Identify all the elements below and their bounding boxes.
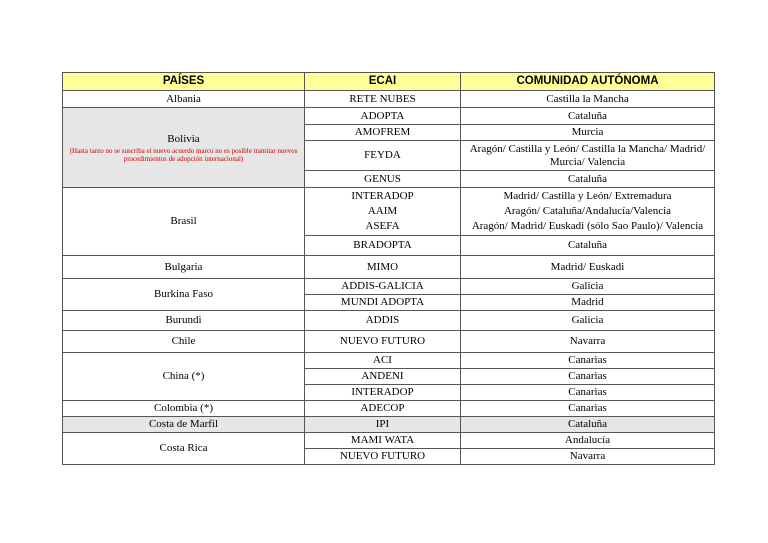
table-row	[63, 433, 715, 449]
header-countries: PAÍSES	[63, 73, 305, 91]
ecai-cell: RETE NUBES	[305, 91, 461, 108]
ecai-stack-cell	[305, 188, 461, 236]
ecai-cell: INTERADOP	[305, 385, 461, 401]
region-cell: Cataluña	[461, 171, 715, 188]
table-row	[63, 353, 715, 369]
region-cell: Galicia	[461, 311, 715, 331]
ecai-line: INTERADOP	[351, 190, 414, 202]
country-cell: Chile	[63, 331, 305, 353]
table-row	[63, 311, 715, 331]
region-cell: Andalucía	[461, 433, 715, 449]
country-cell: Colombia (*)	[63, 401, 305, 417]
table-row	[63, 417, 715, 433]
table-row	[63, 401, 715, 417]
ecai-cell: ADDIS	[305, 311, 461, 331]
ecai-cell: MUNDI ADOPTA	[305, 295, 461, 311]
region-cell: Cataluña	[461, 108, 715, 125]
ecai-cell: BRADOPTA	[305, 236, 461, 256]
table-row	[63, 91, 715, 108]
region-cell: Canarias	[461, 385, 715, 401]
region-cell: Navarra	[461, 331, 715, 353]
table-row	[63, 108, 715, 125]
ecai-cell: ADDIS-GALICIA	[305, 279, 461, 295]
region-cell: Canarias	[461, 353, 715, 369]
country-cell: Burundi	[63, 311, 305, 331]
region-cell: Canarias	[461, 401, 715, 417]
table-row	[63, 331, 715, 353]
region-cell: Aragón/ Castilla y León/ Castilla la Mancha/ Madrid/ Murcia/ Valencia	[461, 141, 715, 171]
ecai-line: AAIM	[367, 205, 398, 217]
ecai-cell: ANDENI	[305, 369, 461, 385]
country-cell: Albania	[63, 91, 305, 108]
country-cell: Brasil	[63, 188, 305, 256]
country-note: (Hasta tanto no se suscriba el nuevo acuerdo marco no es posible tramitar nuevos procedimientos de adopción internacional)	[69, 146, 298, 163]
region-cell: Madrid	[461, 295, 715, 311]
region-line: Madrid/ Castilla y León/ Extremadura	[503, 190, 672, 202]
region-line: Aragón/ Madrid/ Euskadi (sólo Sao Paulo)/ Valencia	[471, 220, 704, 232]
region-cell: Canarias	[461, 369, 715, 385]
region-cell: Castilla la Mancha	[461, 91, 715, 108]
header-region: COMUNIDAD AUTÓNOMA	[461, 73, 715, 91]
table-row	[63, 256, 715, 279]
ecai-cell: ADECOP	[305, 401, 461, 417]
country-cell: Costa Rica	[63, 433, 305, 465]
region-line: Aragón/ Cataluña/Andalucía/Valencia	[503, 205, 672, 217]
country-cell: Bulgaria	[63, 256, 305, 279]
region-stack-cell	[461, 188, 715, 236]
table-row	[63, 279, 715, 295]
region-cell: Cataluña	[461, 417, 715, 433]
ecai-cell: MIMO	[305, 256, 461, 279]
region-cell: Cataluña	[461, 236, 715, 256]
region-cell: Madrid/ Euskadi	[461, 256, 715, 279]
ecai-cell: ADOPTA	[305, 108, 461, 125]
country-cell: Costa de Marfil	[63, 417, 305, 433]
ecai-cell: NUEVO FUTURO	[305, 331, 461, 353]
ecai-cell: MAMI WATA	[305, 433, 461, 449]
ecai-cell: FEYDA	[305, 141, 461, 171]
header-row	[63, 73, 715, 91]
region-cell: Navarra	[461, 449, 715, 465]
table-row	[63, 188, 715, 236]
adoption-agencies-table	[62, 72, 715, 465]
country-cell-bolivia	[63, 108, 305, 188]
country-cell: China (*)	[63, 353, 305, 401]
header-ecai: ECAI	[305, 73, 461, 91]
ecai-line: ASEFA	[365, 220, 400, 232]
ecai-cell: AMOFREM	[305, 125, 461, 141]
ecai-cell: IPI	[305, 417, 461, 433]
country-name: Bolivia	[167, 132, 200, 145]
region-cell: Galicia	[461, 279, 715, 295]
country-cell: Burkina Faso	[63, 279, 305, 311]
region-cell: Murcia	[461, 125, 715, 141]
ecai-cell: ACI	[305, 353, 461, 369]
ecai-cell: NUEVO FUTURO	[305, 449, 461, 465]
ecai-cell: GENUS	[305, 171, 461, 188]
